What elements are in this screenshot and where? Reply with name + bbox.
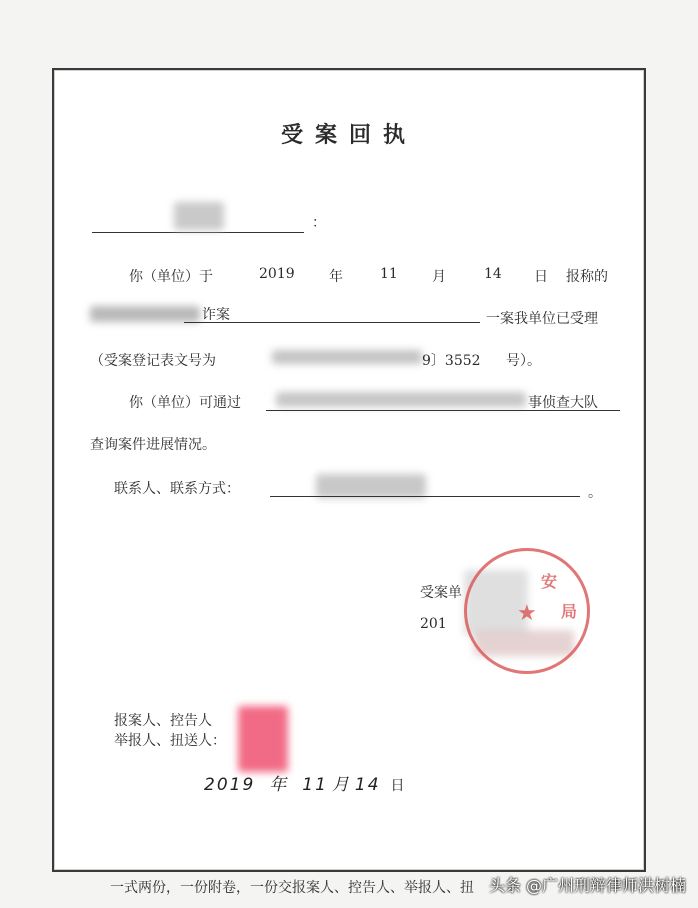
query-progress-text: 查询案件进展情况。 [90,437,216,453]
year-unit: 年 [329,269,343,285]
seal-date-prefix: 201 [420,616,447,632]
official-seal [464,548,590,674]
redacted-case-name [90,306,200,322]
seal-unit-label: 受案单 [420,585,462,601]
star-icon: ★ [517,601,537,626]
handwritten-year: 2019 [204,775,256,795]
report-prefix: 你（单位）于 [129,269,213,285]
handwritten-month: 11 [302,775,328,795]
handwritten-year-unit: 年 [269,775,289,795]
report-suffix: 报称的 [566,269,608,285]
contact-underline [270,496,580,497]
registration-suffix: 号）。 [506,353,541,369]
recipient-colon: ： [312,215,326,231]
registration-prefix: （受案登记表文号为 [90,353,216,369]
handwritten-day: 14 [354,775,381,795]
contact-period: 。 [588,485,602,501]
case-underline [184,322,480,323]
copies-note: 一式两份，一份附卷，一份交报案人、控告人、举报人、扭 [110,880,474,896]
report-month: 11 [380,266,398,282]
reporter-label-1: 报案人、控告人 [114,713,212,729]
query-underline [266,410,620,411]
recipient-underline [92,232,304,233]
handwritten-month-unit: 月 [331,775,351,795]
month-unit: 月 [432,269,446,285]
receipt-document [52,68,646,872]
report-year: 2019 [259,266,295,282]
contact-label: 联系人、联系方式： [114,481,240,497]
seal-char-ju: 局 [561,602,578,621]
handwritten-date [204,770,407,795]
seal-char-an: 安 [541,572,558,591]
redacted-recipient [174,202,224,230]
report-day: 14 [484,266,502,282]
source-watermark: 头条 @广州刑辩律师洪树楠 [488,876,686,895]
redacted-contact [316,474,426,498]
day-unit: 日 [534,269,548,285]
query-prefix: 你（单位）可通过 [129,395,241,411]
redacted-registration-number [272,350,422,364]
query-unit-tail: 事侦查大队 [528,395,598,411]
reporter-label-2: 举报人、扭送人： [114,733,226,749]
document-title: 受案回执 [280,122,417,148]
redacted-unit-name [276,392,526,407]
registration-number-tail: 9〕3552 [422,353,481,369]
redacted-signature [238,706,288,772]
case-accepted-text: 一案我单位已受理 [486,311,598,327]
case-suffix: 诈案 [202,307,230,323]
handwritten-day-unit: 日 [390,778,407,794]
